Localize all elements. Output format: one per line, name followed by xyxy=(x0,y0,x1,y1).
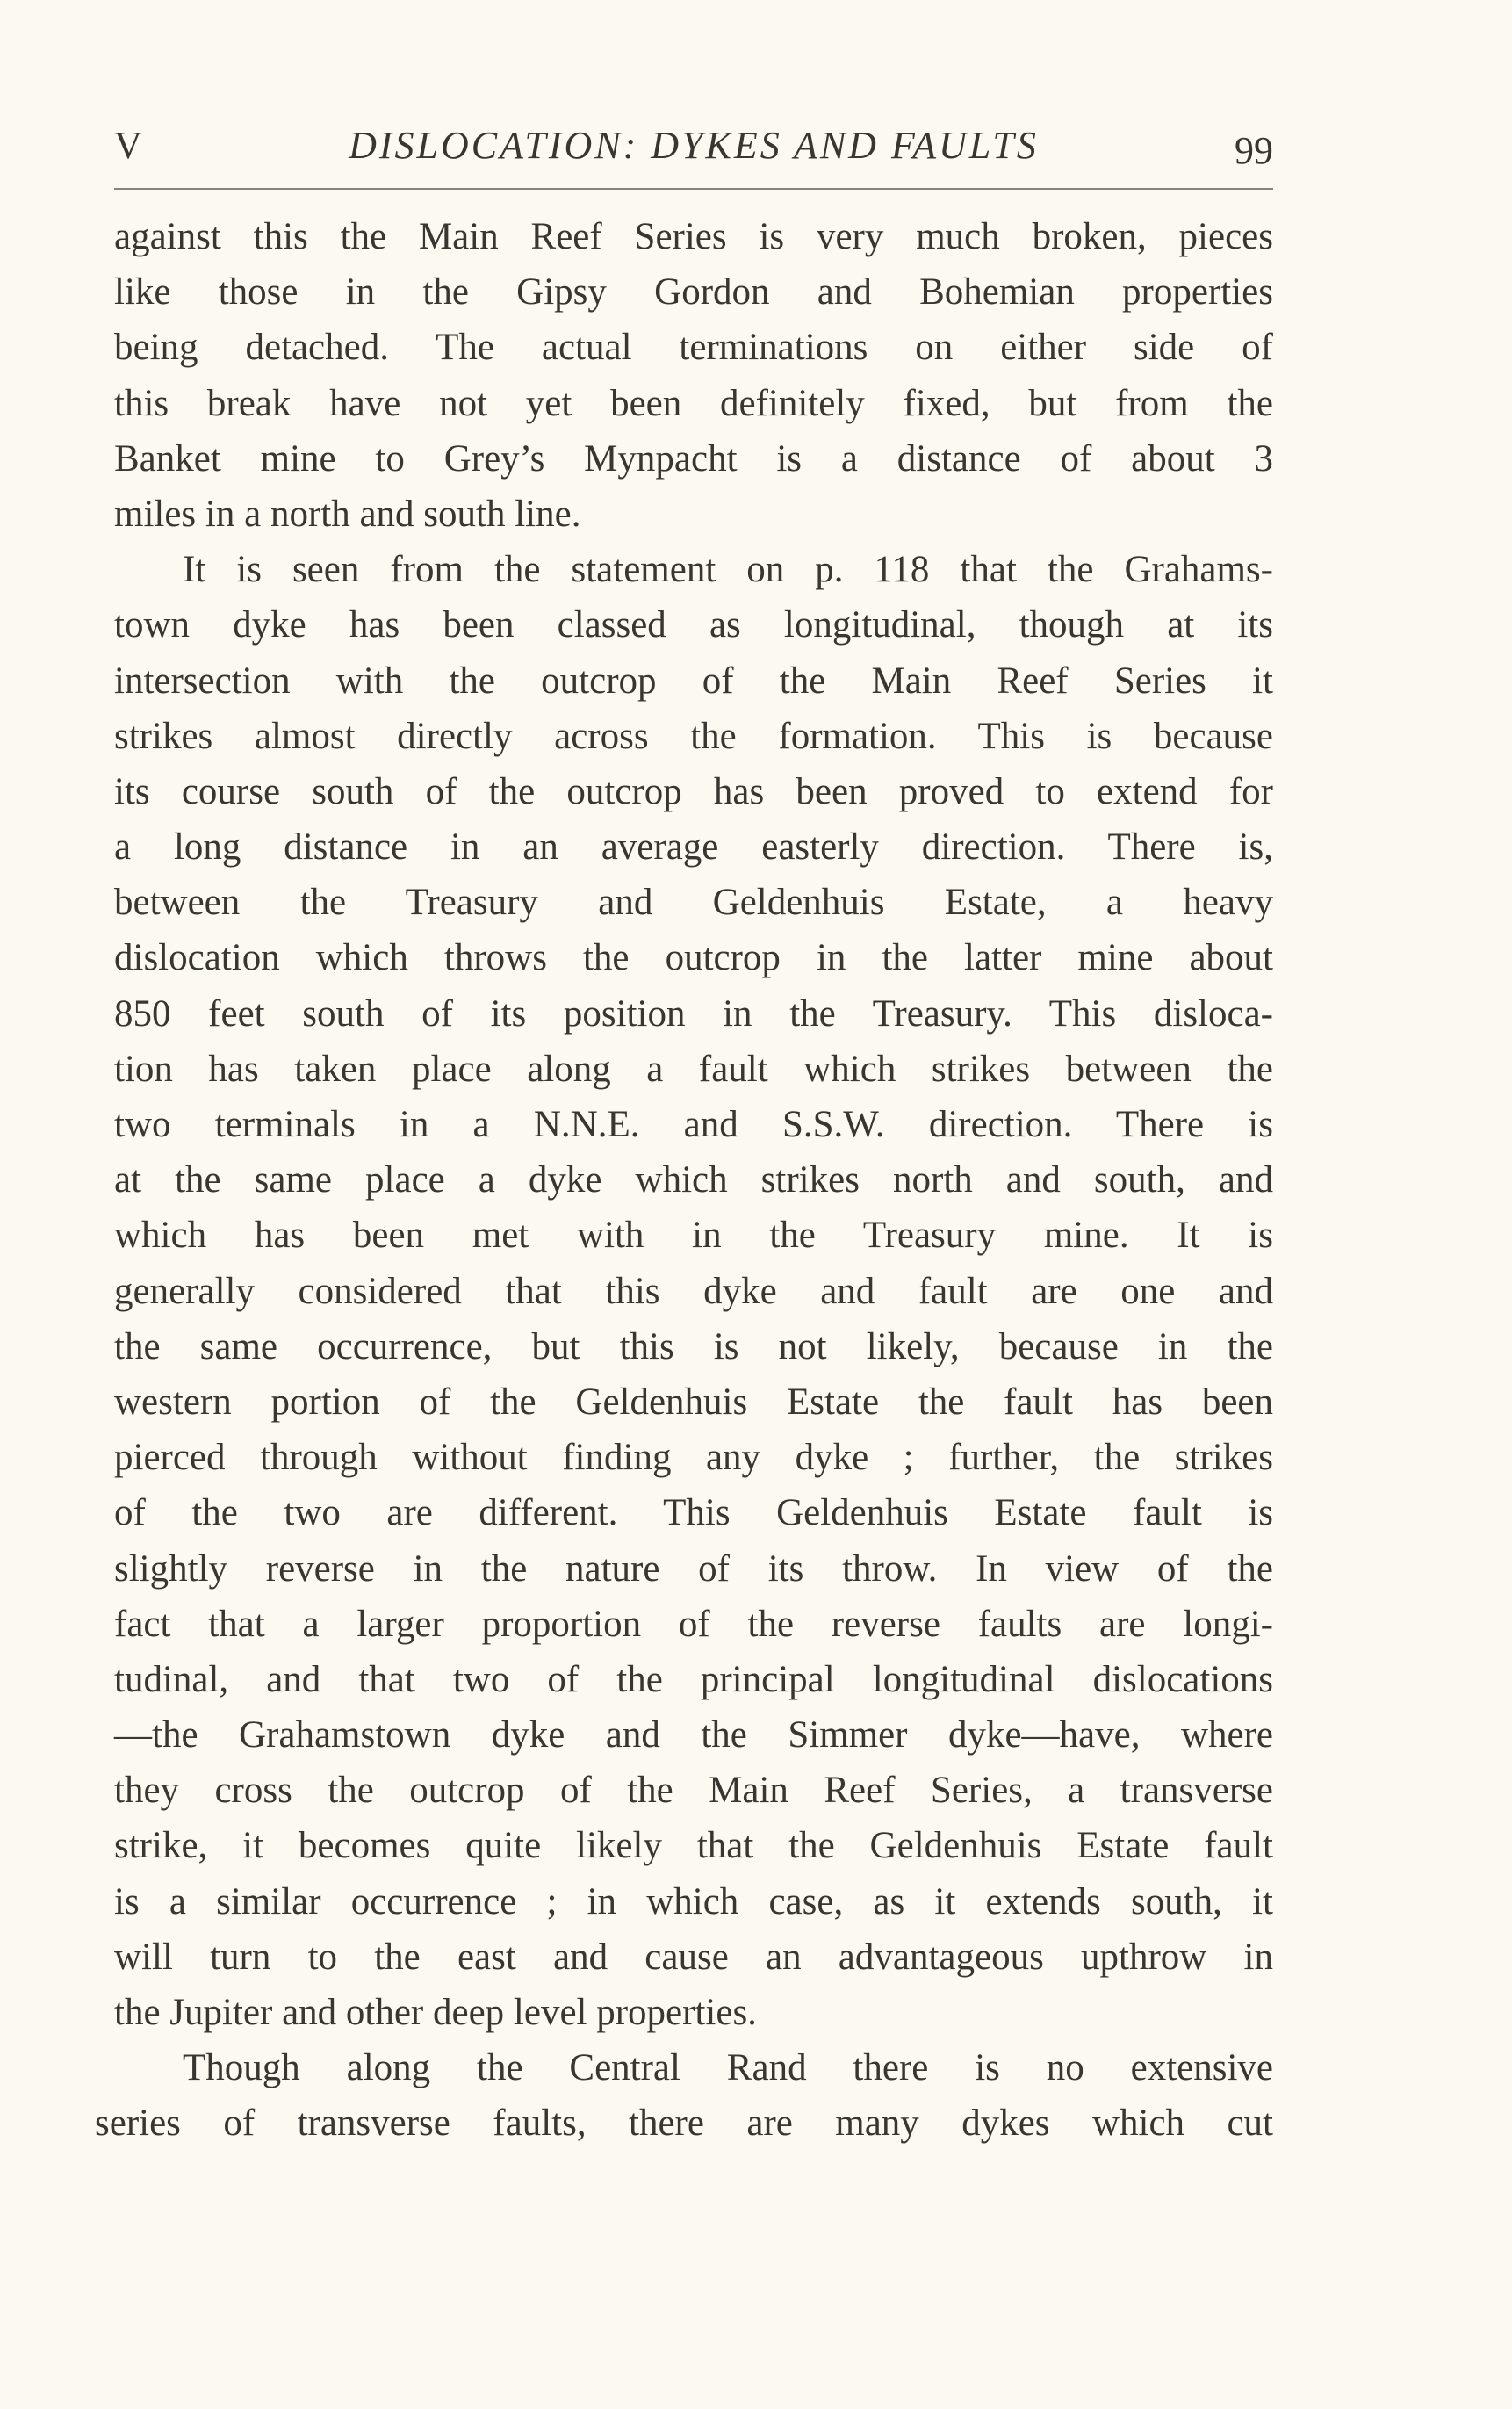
text-line: at the same place a dyke which strikes north and south, and xyxy=(114,1159,1273,1201)
header-rule xyxy=(114,188,1273,190)
text-line: this break have not yet been definitely fixed, but from the xyxy=(114,382,1273,424)
text-line: slightly reverse in the nature of its throw. In view of the xyxy=(114,1547,1273,1590)
text-line: Banket mine to Grey’s Mynpacht is a distance of about 3 xyxy=(114,437,1273,480)
text-line: dislocation which throws the outcrop in the latter mine about xyxy=(114,937,1273,979)
text-line: —the Grahamstown dyke and the Simmer dyke—have, where xyxy=(114,1714,1273,1756)
text-line: 850 feet south of its position in the Treasury. This disloca- xyxy=(114,992,1273,1035)
text-line: It is seen from the statement on p. 118 that the Grahams- xyxy=(183,549,1273,591)
text-line: miles in a north and south line. xyxy=(114,493,581,535)
text-line: tudinal, and that two of the principal longitudinal dislocations xyxy=(114,1658,1273,1700)
text-line: between the Treasury and Geldenhuis Estate, a heavy xyxy=(114,882,1273,924)
text-line: is a similar occurrence ; in which case, as it extends south, it xyxy=(114,1880,1273,1922)
text-line: the Jupiter and other deep level properties. xyxy=(114,1992,757,2033)
text-line: against this the Main Reef Series is very much broken, pieces xyxy=(114,216,1273,257)
running-head xyxy=(114,123,1273,176)
text-line: pierced through without finding any dyke ; further, the strikes xyxy=(114,1437,1273,1479)
text-line: strike, it becomes quite likely that the Geldenhuis Estate fault xyxy=(114,1825,1273,1867)
text-line: generally considered that this dyke and fault are one and xyxy=(114,1270,1273,1312)
text-line: two terminals in a N.N.E. and S.S.W. direction. There is xyxy=(114,1104,1273,1145)
text-line: western portion of the Geldenhuis Estate the fault has been xyxy=(114,1381,1273,1423)
chapter-number: V xyxy=(114,124,142,167)
page-number: 99 xyxy=(1235,129,1273,172)
text-line: strikes almost directly across the formation. This is because xyxy=(114,715,1273,757)
text-line: being detached. The actual terminations on either side of xyxy=(114,327,1273,369)
text-line: its course south of the outcrop has been proved to extend for xyxy=(114,770,1273,812)
running-title: DISLOCATION: DYKES AND FAULTS xyxy=(349,124,1039,167)
text-line: like those in the Gipsy Gordon and Bohemian properties xyxy=(114,271,1273,314)
text-line: the same occurrence, but this is not likely, because in the xyxy=(114,1325,1273,1367)
text-line: series of transverse faults, there are many dykes which cut xyxy=(95,2102,1273,2145)
text-line: tion has taken place along a fault which strikes between the xyxy=(114,1048,1273,1090)
text-line: fact that a larger proportion of the reverse faults are longi- xyxy=(114,1603,1273,1645)
text-line: town dyke has been classed as longitudinal, though at its xyxy=(114,604,1273,646)
text-line: intersection with the outcrop of the Main Reef Series it xyxy=(114,660,1273,702)
text-line: which has been met with in the Treasury mine. It is xyxy=(114,1215,1273,1257)
body-text xyxy=(95,209,1273,2152)
text-line: they cross the outcrop of the Main Reef Series, a transverse xyxy=(114,1770,1273,1812)
text-line: will turn to the east and cause an advantageous upthrow in xyxy=(114,1936,1273,1978)
text-line: a long distance in an average easterly direction. There is, xyxy=(114,826,1273,869)
text-line: of the two are different. This Geldenhuis Estate fault is xyxy=(114,1492,1273,1534)
text-line: Though along the Central Rand there is no extensive xyxy=(183,2047,1273,2089)
